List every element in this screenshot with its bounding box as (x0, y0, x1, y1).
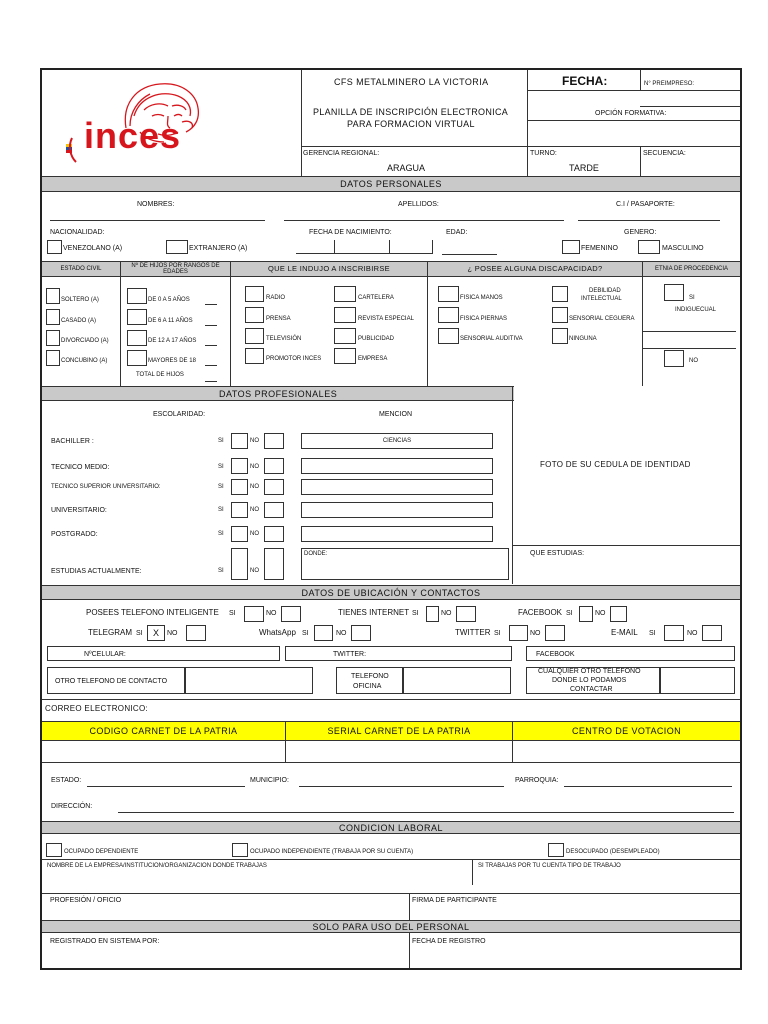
universitario-label: UNIVERSITARIO: (51, 507, 107, 514)
television-checkbox[interactable] (245, 328, 264, 344)
codigo-patria-field[interactable] (42, 741, 285, 762)
twitter-si-checkbox[interactable] (509, 625, 528, 641)
tipo-trabajo-label: SI TRABAJAS POR TU CUENTA TIPO DE TRABAJO (478, 863, 621, 869)
escolaridad-label: ESCOLARIDAD: (153, 411, 206, 418)
estudias-si-label: SI (218, 568, 224, 574)
bachiller-si-checkbox[interactable] (231, 433, 248, 449)
casado-checkbox[interactable] (46, 309, 60, 325)
promotor-label: PROMOTOR INCES (266, 356, 322, 362)
centro-votacion-field[interactable] (512, 741, 740, 762)
ninguna-label: NINGUNA (569, 336, 597, 342)
independiente-checkbox[interactable] (232, 843, 248, 857)
sensorial-ceguera-label: SENSORIAL CEGUERA (569, 316, 635, 322)
hijos-header-line2: EDADES (163, 269, 188, 275)
sensorial-auditiva-label: SENSORIAL AUDITIVA (460, 336, 523, 342)
parroquia-field[interactable] (564, 786, 732, 787)
masculino-checkbox[interactable] (638, 240, 660, 254)
empresa-field[interactable] (42, 870, 472, 885)
nacionalidad-label: NACIONALIDAD: (50, 229, 105, 236)
venezolano-checkbox[interactable] (47, 240, 62, 254)
otro-telefono-field[interactable] (47, 667, 185, 694)
bachiller-label: BACHILLER : (51, 438, 94, 445)
fecha-registro-label: FECHA DE REGISTRO (412, 938, 486, 945)
opcion-formativa-field[interactable] (528, 121, 740, 145)
estudias-si-checkbox[interactable] (231, 548, 248, 580)
otro-telefono-value[interactable] (185, 667, 313, 694)
concubino-checkbox[interactable] (46, 350, 60, 366)
fisica-piernas-label: FISICA PIERNAS (460, 316, 508, 322)
turno-label: TURNO: (530, 150, 557, 157)
dependiente-checkbox[interactable] (46, 843, 62, 857)
tecnico-medio-si-checkbox[interactable] (231, 458, 248, 474)
etnia-cual-field[interactable] (643, 331, 736, 332)
telegram-label: TELEGRAM (88, 628, 133, 637)
section-datos-personales: DATOS PERSONALES (42, 176, 740, 192)
telefono-oficina-line1: TELEFONO (351, 673, 389, 680)
publicidad-checkbox[interactable] (334, 328, 356, 344)
cartelera-label: CARTELERA (358, 295, 394, 301)
publicidad-label: PUBLICIDAD (358, 336, 395, 342)
estado-field[interactable] (87, 786, 245, 787)
logo-wordmark: inces (84, 115, 182, 156)
nombres-label: NOMBRES: (137, 201, 175, 208)
center-name: CFS METALMINERO LA VICTORIA (334, 77, 489, 87)
section-datos-profesionales: DATOS PROFESIONALES (42, 386, 514, 401)
mencion-label: MENCION (379, 411, 413, 418)
whatsapp-no-checkbox[interactable] (351, 625, 371, 641)
form-title-line2: PARA FORMACION VIRTUAL (347, 119, 475, 129)
tecnico-medio-mencion-field[interactable] (301, 458, 493, 474)
dependiente-label: OCUPADO DEPENDIENTE (64, 849, 139, 855)
edad-field[interactable] (442, 254, 497, 255)
etnia-header: ETNIA DE PROCEDENCIA (642, 261, 740, 277)
hijos-0-5-checkbox[interactable] (127, 288, 147, 304)
indujo-header: QUE LE INDUJO A INSCRIBIRSE (230, 261, 427, 277)
tel-inteligente-label: POSEES TELEFONO INTELIGENTE (86, 608, 219, 617)
preimpreso-label: N° PREIMPRESO: (644, 81, 695, 87)
email-no-checkbox[interactable] (702, 625, 722, 641)
parroquia-label: PARROQUIA: (515, 777, 559, 784)
telegram-si-checkbox[interactable]: X (147, 625, 165, 641)
twitter-field-label: TWITTER: (333, 651, 367, 658)
gerencia-value: ARAGUA (387, 163, 426, 173)
form-title-line1: PLANILLA DE INSCRIPCIÓN ELECTRONICA (313, 107, 509, 117)
telefono-oficina-field[interactable] (403, 667, 511, 694)
foto-cedula-label: FOTO DE SU CEDULA DE IDENTIDAD (540, 460, 691, 469)
tel-inteligente-no-label: NO (266, 610, 277, 617)
bachiller-mencion-field[interactable] (301, 433, 493, 449)
bachiller-mencion-value: CIENCIAS (382, 438, 412, 444)
facebook-no-label: NO (595, 610, 606, 617)
ci-label: C.I / PASAPORTE: (616, 201, 675, 208)
gerencia-label: GERENCIA REGIONAL: (303, 150, 380, 157)
radio-checkbox[interactable] (245, 286, 264, 302)
celular-field[interactable] (47, 646, 280, 661)
internet-no-checkbox[interactable] (456, 606, 476, 622)
total-hijos-label: TOTAL DE HIJOS (136, 372, 184, 378)
postgrado-si-label: SI (218, 531, 224, 537)
promotor-checkbox[interactable] (245, 348, 264, 364)
section-ubicacion: DATOS DE UBICACIÓN Y CONTACTOS (42, 585, 740, 600)
fisica-manos-label: FISICA MANOS (460, 295, 503, 301)
donde-label: DONDE: (304, 551, 328, 557)
telegram-no-label: NO (167, 630, 178, 637)
whatsapp-label: WhatsApp (259, 628, 296, 637)
universitario-si-checkbox[interactable] (231, 502, 248, 518)
internet-no-label: NO (441, 610, 452, 617)
cualquier-tel-line3: CONTACTAR (570, 686, 613, 693)
desocupado-label: DESOCUPADO (DESEMPLEADO) (566, 849, 660, 855)
email-si-label: SI (649, 630, 656, 637)
telefono-oficina-line2: OFICINA (353, 683, 382, 690)
twitter-si-label: SI (494, 630, 501, 637)
internet-si-checkbox[interactable] (426, 606, 439, 622)
tsu-si-label: SI (218, 484, 224, 490)
facebook-q-label: FACEBOOK (518, 608, 563, 617)
television-label: TELEVISIÓN (266, 336, 302, 342)
cualquier-tel-field[interactable] (660, 667, 735, 694)
universitario-mencion-field[interactable] (301, 502, 493, 518)
sensorial-auditiva-checkbox[interactable] (438, 328, 459, 344)
cualquier-tel-label-box (526, 667, 660, 694)
twitter-field[interactable] (285, 646, 512, 661)
universitario-no-checkbox[interactable] (264, 502, 284, 518)
radio-label: RADIO (266, 295, 286, 301)
etnia-si-label: SI (689, 295, 695, 301)
celular-label: NºCELULAR: (84, 651, 126, 658)
hijos-18-checkbox[interactable] (127, 350, 147, 366)
concubino-label: CONCUBINO (A) (61, 358, 108, 364)
fecha-nac-label: FECHA DE NACIMIENTO: (309, 229, 392, 236)
empresa-label: EMPRESA (358, 356, 388, 362)
tecnico-medio-no-label: NO (250, 464, 259, 470)
whatsapp-si-checkbox[interactable] (314, 625, 333, 641)
tsu-mencion-field[interactable] (301, 479, 493, 495)
tipo-trabajo-field[interactable] (473, 870, 740, 885)
soltero-label: SOLTERO (A) (61, 297, 99, 303)
hijos-header (120, 261, 230, 277)
estudias-no-checkbox[interactable] (264, 548, 284, 580)
bachiller-si-label: SI (218, 438, 224, 444)
email-no-label: NO (687, 630, 698, 637)
turno-value: TARDE (569, 163, 599, 173)
apellidos-label: APELLIDOS: (398, 201, 439, 208)
facebook-si-checkbox[interactable] (579, 606, 593, 622)
apellidos-field[interactable] (284, 220, 564, 221)
que-estudias-field[interactable] (516, 558, 740, 582)
fecha-label: FECHA: (562, 74, 608, 88)
postgrado-label: POSTGRADO: (51, 531, 98, 538)
profesion-field[interactable] (42, 905, 409, 920)
postgrado-no-label: NO (250, 531, 259, 537)
hijos-6-11-label: DE 6 A 11 AÑOS (148, 318, 193, 324)
section-uso-personal: SOLO PARA USO DEL PERSONAL (42, 920, 740, 933)
fecha-nac-fields[interactable] (296, 240, 433, 254)
etnia-si-checkbox[interactable] (664, 284, 684, 301)
divorciado-label: DIVORCIADO (A) (61, 338, 109, 344)
firma-label: FIRMA DE PARTICIPANTE (412, 897, 497, 904)
debilidad-label-1: DEBILIDAD (589, 288, 621, 294)
tsu-no-checkbox[interactable] (264, 479, 284, 495)
facebook-no-checkbox[interactable] (610, 606, 627, 622)
facebook-field-label: FACEBOOK (536, 651, 575, 658)
fecha-registro-field[interactable] (410, 946, 740, 968)
bachiller-no-checkbox[interactable] (264, 433, 284, 449)
empresa-checkbox[interactable] (334, 348, 356, 364)
profesion-label: PROFESIÓN / OFICIO (50, 897, 122, 904)
hijos-header-line1: Nº DE HIJOS POR RANGOS DE (131, 262, 220, 269)
etnia-no-label: NO (689, 358, 698, 364)
empresa-label: NOMBRE DE LA EMPRESA/INSTITUCION/ORGANIZACION DONDE TRABAJAS (47, 863, 267, 869)
extranjero-checkbox[interactable] (166, 240, 188, 254)
serial-patria-header: SERIAL CARNET DE LA PATRIA (285, 721, 512, 741)
revista-checkbox[interactable] (334, 307, 356, 323)
tecnico-medio-label: TECNICO MEDIO: (51, 464, 110, 471)
bachiller-no-label: NO (250, 438, 259, 444)
twitter-q-label: TWITTER (455, 628, 491, 637)
municipio-label: MUNICIPIO: (250, 777, 289, 784)
hijos-0-5-label: DE 0 A 5 AÑOS (148, 297, 190, 303)
tecnico-medio-no-checkbox[interactable] (264, 458, 284, 474)
cartelera-checkbox[interactable] (334, 286, 356, 302)
email-label: E-MAIL (611, 628, 638, 637)
registrado-field[interactable] (42, 946, 409, 968)
postgrado-no-checkbox[interactable] (264, 526, 284, 542)
section-condicion-laboral: CONDICION LABORAL (42, 821, 740, 834)
otro-telefono-label: OTRO TELEFONO DE CONTACTO (55, 678, 168, 685)
casado-label: CASADO (A) (61, 318, 97, 324)
extranjero-label: EXTRANJERO (A) (189, 245, 248, 252)
whatsapp-si-label: SI (302, 630, 309, 637)
venezolano-label: VENEZOLANO (A) (63, 245, 123, 252)
opcion-formativa-label: OPCIÓN FORMATIVA: (595, 110, 667, 117)
telegram-si-label: SI (136, 630, 143, 637)
direccion-label: DIRECCIÓN: (51, 803, 93, 810)
tsu-label: TECNICO SUPERIOR UNIVERSITARIO: (51, 484, 161, 490)
facebook-field[interactable] (526, 646, 735, 661)
etnia-indigena-label: INDIGUECUAL (675, 307, 717, 313)
desocupado-checkbox[interactable] (548, 843, 564, 857)
codigo-patria-header: CODIGO CARNET DE LA PATRIA (42, 721, 285, 741)
inces-logo (64, 76, 274, 168)
debilidad-label-2: INTELECTUAL (581, 296, 622, 302)
tel-inteligente-si-label: SI (229, 610, 236, 617)
ninguna-checkbox[interactable] (552, 328, 568, 344)
hijos-12-17-label: DE 12 A 17 AÑOS (148, 338, 197, 344)
nombres-field[interactable] (50, 220, 265, 221)
fisica-manos-checkbox[interactable] (438, 286, 459, 302)
internet-si-label: SI (412, 610, 419, 617)
correo-field[interactable] (172, 700, 740, 719)
tsu-si-checkbox[interactable] (231, 479, 248, 495)
direccion-field[interactable] (118, 812, 734, 813)
universitario-no-label: NO (250, 507, 259, 513)
estado-label: ESTADO: (51, 777, 82, 784)
email-si-checkbox[interactable] (664, 625, 684, 641)
correo-label: CORREO ELECTRONICO: (45, 704, 149, 713)
estudias-label: ESTUDIAS ACTUALMENTE: (51, 568, 142, 575)
cualquier-tel-line2: DONDE LO PODAMOS (552, 677, 627, 684)
hijos-6-11-checkbox[interactable] (127, 309, 147, 325)
hijos-12-17-checkbox[interactable] (127, 330, 147, 346)
twitter-no-checkbox[interactable] (545, 625, 565, 641)
tel-inteligente-si-checkbox[interactable] (244, 606, 264, 622)
soltero-checkbox[interactable] (46, 288, 60, 304)
registration-form (40, 68, 742, 970)
debilidad-checkbox[interactable] (552, 286, 568, 302)
divorciado-checkbox[interactable] (46, 330, 60, 346)
femenino-label: FEMENINO (581, 245, 618, 252)
centro-votacion-header: CENTRO DE VOTACION (512, 721, 740, 741)
genero-label: GENERO: (624, 229, 657, 236)
internet-label: TIENES INTERNET (338, 608, 410, 617)
discapacidad-header: ¿ POSEE ALGUNA DISCAPACIDAD? (427, 261, 642, 277)
sensorial-ceguera-checkbox[interactable] (552, 307, 568, 323)
tel-inteligente-no-checkbox[interactable] (281, 606, 301, 622)
tecnico-medio-si-label: SI (218, 464, 224, 470)
ci-field[interactable] (578, 220, 720, 221)
facebook-si-label: SI (566, 610, 573, 617)
municipio-field[interactable] (299, 786, 504, 787)
cualquier-tel-line1: CUALQUIER OTRO TELEFONO (538, 668, 641, 675)
fisica-piernas-checkbox[interactable] (438, 307, 459, 323)
estudias-no-label: NO (250, 568, 259, 574)
edad-label: EDAD: (446, 229, 468, 236)
serial-patria-field[interactable] (285, 741, 512, 762)
firma-field[interactable] (410, 905, 740, 920)
twitter-no-label: NO (530, 630, 541, 637)
que-estudias-label: QUE ESTUDIAS: (530, 550, 585, 557)
estado-civil-header: ESTADO CIVIL (42, 261, 120, 277)
whatsapp-no-label: NO (336, 630, 347, 637)
revista-label: REVISTA ESPECIAL (358, 316, 414, 322)
prensa-label: PRENSA (266, 316, 291, 322)
donde-field[interactable] (301, 548, 509, 580)
secuencia-label: SECUENCIA: (643, 150, 686, 157)
masculino-label: MASCULINO (662, 245, 704, 252)
femenino-checkbox[interactable] (562, 240, 580, 254)
telegram-no-checkbox[interactable] (186, 625, 206, 641)
prensa-checkbox[interactable] (245, 307, 264, 323)
hijos-18-label: MAYORES DE 18 (148, 358, 196, 364)
registrado-label: REGISTRADO EN SISTEMA POR: (50, 938, 160, 945)
telefono-oficina-label-box (336, 667, 403, 694)
postgrado-mencion-field[interactable] (301, 526, 493, 542)
etnia-no-checkbox[interactable] (664, 350, 684, 367)
independiente-label: OCUPADO INDEPENDIENTE (TRABAJA POR SU CUENTA) (250, 849, 414, 855)
postgrado-si-checkbox[interactable] (231, 526, 248, 542)
universitario-si-label: SI (218, 507, 224, 513)
tsu-no-label: NO (250, 484, 259, 490)
